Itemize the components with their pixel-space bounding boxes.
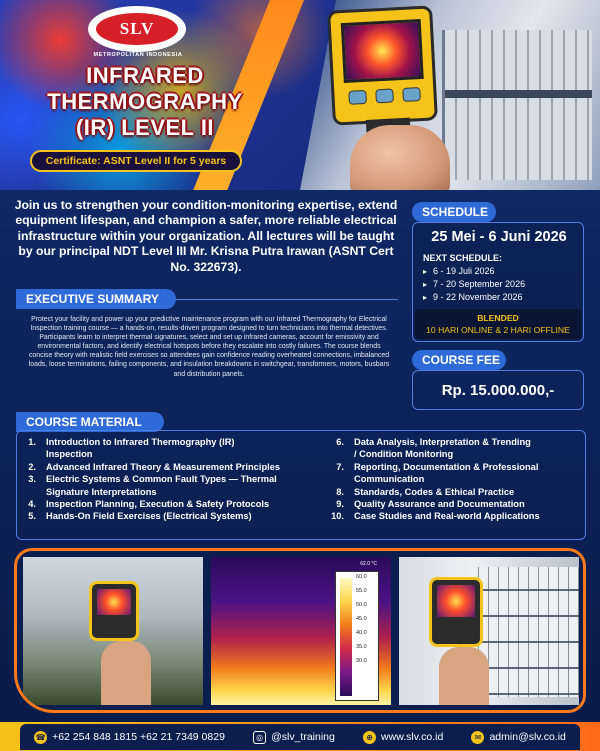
thermal-camera-icon [327,5,438,125]
title-line-3: (IR) LEVEL II [75,115,215,140]
next-schedule-item: ▸ 6 - 19 Juli 2026 [423,265,525,278]
list-item: 6. Data Analysis, Interpretation & Trending / Condition Monitoring [336,437,531,460]
main-schedule-date: 25 Mei - 6 Juni 2026 [431,229,567,245]
email-link[interactable] [471,731,565,744]
globe-icon: ⊕ [363,731,376,744]
title-line-1: INFRARED [86,63,204,88]
executive-summary-text: Protect your facility and power up your predictive maintenance program with our Infrared Thermography for Electrical Inspection training course — a hands-on, results-driven program designed to turn technicians into thermal detectives. Participants learn to interpret thermal signatures, select and set up infrared cameras, account for emissivity and environmental factors, and identify electrical hotspots before they escalate into costly failures. The course blends concise theory with realistic field exercises so attendees gain confidence reading overheated connections, imbalanced loads, loose terminations, failing components, and insulation breakdowns in switchgear, transformers, motors, busbars and distribution panels. [28,316,390,378]
course-fee-heading: COURSE FEE [412,350,506,370]
intro-text: Join us to strengthen your condition-monitoring expertise, extend equipment lifespan, and champion a safer, more reliable electrical infrastructure within your organization. All lectures will be taught by our principal NDT Level III Mr. Krisna Putra Irawan (ASNT Cert No. 322673). [14,198,398,274]
delivery-mode-title: BLENDED [477,313,519,323]
list-item: 10. Case Studies and Real-world Applications [331,511,540,522]
certificate-badge: Certificate: ASNT Level II for 5 years [30,150,242,172]
phone-icon: ☎ [35,732,46,742]
course-material-heading: COURSE MATERIAL [16,412,164,432]
phone-contact[interactable] [34,731,225,744]
list-item: 7. Reporting, Documentation & Professional Communication [336,461,539,485]
list-item: 5. Hands-On Field Exercises (Electrical Systems) [28,511,252,522]
thermal-image-photo [211,557,391,705]
list-item: 2. Advanced Infrared Theory & Measurement Principles [28,461,281,472]
list-item: 9. Quality Assurance and Documentation [336,499,525,510]
scale-tick: 35.0 [356,644,367,650]
next-schedule-list [423,265,525,304]
executive-summary-heading: EXECUTIVE SUMMARY [16,289,176,309]
next-schedule-label: NEXT SCHEDULE: [423,253,503,263]
hero-banner [0,0,600,190]
scale-tick: 30.0 [356,658,367,664]
instagram-link[interactable] [253,731,335,744]
email-address: admin@slv.co.id [489,731,566,743]
title-line-2: THERMOGRAPHY [47,89,243,114]
logo-subtitle: METROPOLITAN INDONESIA [93,52,183,58]
next-schedule-item: ▸ 9 - 22 November 2026 [423,291,525,304]
contact-bar [20,724,580,750]
instagram-icon: ◎ [253,731,266,744]
delivery-mode-detail: 10 HARI ONLINE & 2 HARI OFFLINE [426,325,570,335]
slv-logo [88,6,186,52]
list-item: 1. Introduction to Infrared Thermography (IR) Inspection [28,437,235,460]
website-url: www.slv.co.id [381,731,444,743]
thermal-camera-icon [429,577,483,647]
photo-strip [14,548,586,713]
course-material-list-left [24,436,324,523]
course-title [20,63,270,141]
scale-tick: 55.0 [356,588,367,594]
instagram-handle: @slv_training [271,731,335,743]
logo-text: SLV [94,11,180,47]
field-inspection-photo [23,557,203,705]
thermal-camera-icon [89,581,139,641]
schedule-heading: SCHEDULE [412,202,496,222]
website-link[interactable] [363,731,443,744]
electrical-panel-image [442,30,592,180]
list-item: 3. Electric Systems & Common Fault Types — Thermal Signature Interpretations [28,474,277,497]
thermal-scale-max: 62.0 °C [360,561,377,567]
course-fee-amount: Rp. 15.000.000,- [412,370,584,410]
hand-image [101,641,151,705]
delivery-mode [415,309,581,339]
panel-inspection-photo [399,557,579,705]
camera-screen [341,19,424,83]
list-item: 4. Inspection Planning, Execution & Safety Protocols [28,499,270,510]
thermal-scale-bar [335,571,379,701]
divider [176,299,398,300]
course-material-list-right [326,436,586,523]
scale-tick: 40.0 [356,630,367,636]
scale-tick: 60.0 [356,574,367,580]
schedule-box [412,222,584,342]
next-schedule-item: ▸ 7 - 20 September 2026 [423,278,525,291]
email-icon: ✉ [471,731,484,744]
hand-image [439,647,489,705]
scale-tick: 50.0 [356,602,367,608]
hand-image [350,125,450,190]
phone-numbers: +62 254 848 1815 +62 21 7349 0829 [52,731,225,743]
list-item: 8. Standards, Codes & Ethical Practice [336,486,515,497]
scale-tick: 45.0 [356,616,367,622]
